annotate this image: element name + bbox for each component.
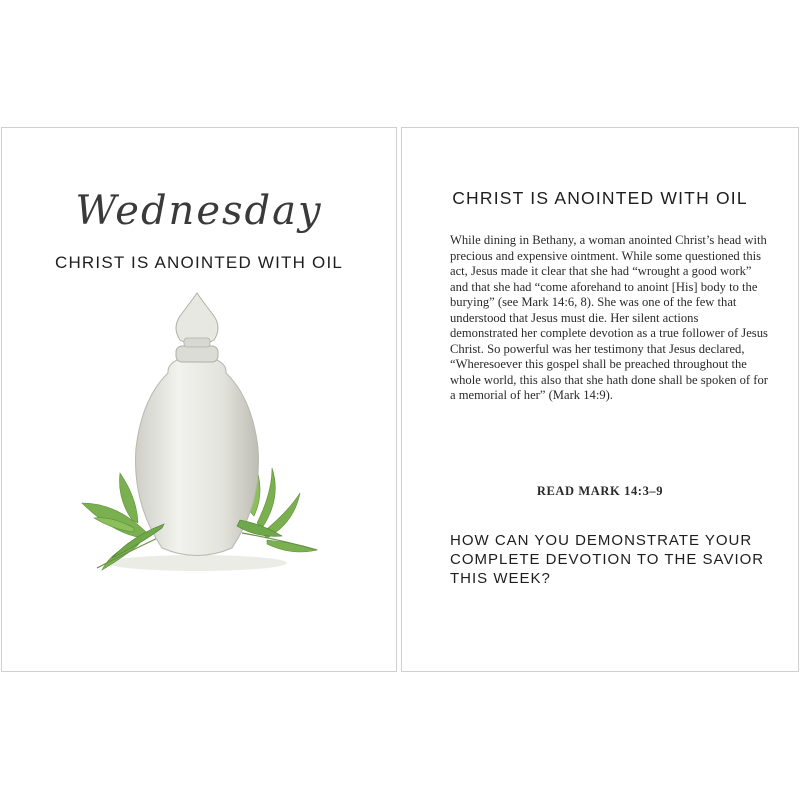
jar-neck bbox=[176, 346, 218, 362]
left-card-title: CHRIST IS ANOINTED WITH OIL bbox=[54, 253, 344, 272]
left-card bbox=[1, 127, 397, 672]
reflection-question: HOW CAN YOU DEMONSTRATE YOUR COMPLETE DEVOTION TO THE SAVIOR THIS WEEK? bbox=[450, 532, 765, 587]
jar-shadow bbox=[107, 555, 287, 571]
right-card bbox=[401, 127, 799, 672]
right-card-title: CHRIST IS ANOINTED WITH OIL bbox=[452, 188, 748, 208]
alabaster-jar-with-olive-leaves-icon bbox=[72, 288, 322, 578]
scripture-reference: READ MARK 14:3–9 bbox=[536, 484, 664, 498]
jar-stopper bbox=[176, 293, 218, 345]
devotional-body-text: While dining in Bethany, a woman anointed Christ’s head with precious and expensive ointment. While some questioned this act, Jesus made it clear that she had “wrought a good work” and that she had “come aforehand to anoint [His] body to the burying” (see Mark 14:6, 8). She was one of the few that understood that Jesus must die. Her silent actions demonstrated her complete devotion as a true follower of Jesus Christ. So powerful was her testimony that Jesus declared, “Wheresoever this gospel shall be preached throughout the whole world, this also that she hath done shall be spoken of for a memorial of her” (Mark 14:9). bbox=[450, 233, 768, 402]
day-script-heading: Wednesday bbox=[75, 188, 323, 234]
